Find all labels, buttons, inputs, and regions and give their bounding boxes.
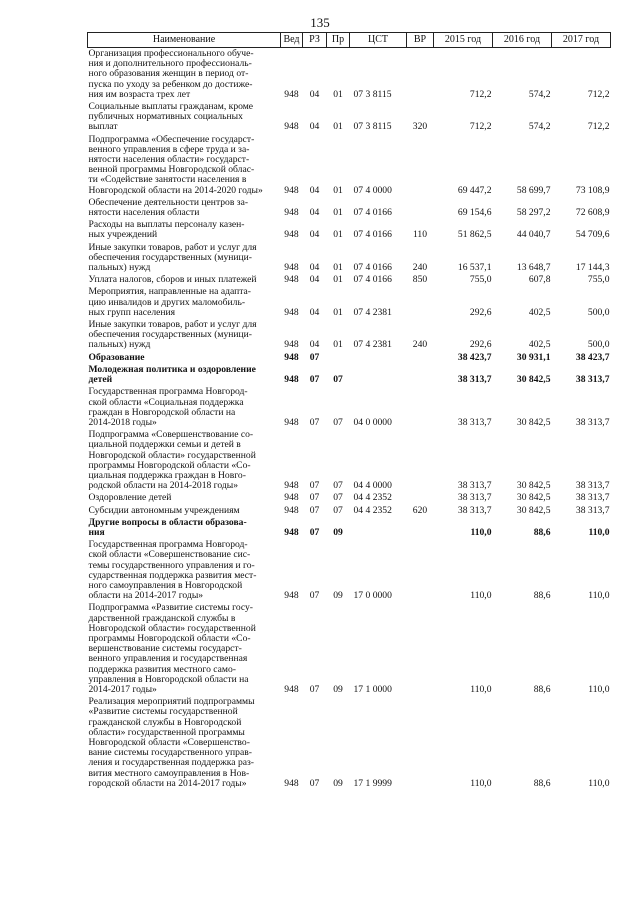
row-cst: 04 4 2352: [353, 492, 392, 504]
row-value-2017: 712,2: [587, 121, 610, 133]
row-rz: 04: [309, 207, 320, 219]
row-rz: 07: [309, 351, 320, 363]
row-value-2015: 292,6: [469, 306, 492, 318]
row-vr: [407, 386, 434, 429]
row-pr: 01: [333, 207, 343, 219]
row-value-2017: 712,2: [587, 88, 610, 100]
row-value-2015: 292,6: [469, 339, 492, 351]
header-pr: Пр: [327, 33, 350, 48]
row-rz: 04: [309, 274, 320, 286]
table-body: [88, 48, 611, 791]
row-value-2015: 69 447,2: [457, 184, 492, 196]
row-ved: 948: [284, 339, 299, 351]
row-cst: 17 0 0000: [353, 590, 392, 602]
row-value-2015: 38 313,7: [457, 416, 492, 428]
row-ved: 948: [284, 526, 299, 538]
row-value-2017: 54 709,6: [575, 229, 610, 241]
table-row: [88, 386, 611, 429]
row-pr: 01: [333, 274, 343, 286]
header-vr: ВР: [407, 33, 434, 48]
row-ved: 948: [284, 207, 299, 219]
row-vr: [407, 517, 434, 539]
row-rz: 04: [309, 262, 320, 274]
row-ved: 948: [284, 351, 299, 363]
row-name: Оздоровление детей: [88, 492, 172, 504]
row-cst: 04 4 2352: [353, 504, 392, 516]
row-value-2016: 30 842,5: [516, 374, 551, 386]
table-header: [88, 33, 611, 48]
row-value-2017: 38 313,7: [575, 504, 610, 516]
row-name: Государственная программа Новгород- ской области «Совершенствование сис- темы государственного управления и го- сударственная поддержка развития мест- ного самоуправления в Новгородской области на 2014-2017 годы»: [88, 539, 257, 602]
row-value-2017: 38 313,7: [575, 480, 610, 492]
row-value-2016: 58 297,2: [516, 207, 551, 219]
header-ved: Вед: [281, 33, 303, 48]
row-pr: 09: [333, 590, 343, 602]
row-value-2017: 38 423,7: [575, 351, 610, 363]
row-cst: 07 3 8115: [353, 121, 392, 133]
row-cst: 07 4 0166: [353, 262, 392, 274]
row-vr: [407, 602, 434, 696]
table-row: [88, 602, 611, 696]
row-pr: 07: [333, 416, 343, 428]
table-row: [88, 134, 611, 197]
row-value-2017: 38 313,7: [575, 374, 610, 386]
row-name: Мероприятия, направленные на адапта- цию инвалидов и других маломобиль- ных групп населения: [88, 286, 252, 318]
header-rz: РЗ: [303, 33, 327, 48]
row-ved: 948: [284, 480, 299, 492]
row-pr: 01: [333, 306, 343, 318]
row-pr: 01: [333, 229, 343, 241]
row-value-2016: 30 842,5: [516, 504, 551, 516]
row-rz: 04: [309, 184, 320, 196]
row-pr: 07: [333, 480, 343, 492]
table-row: [88, 352, 611, 364]
row-ved: 948: [284, 504, 299, 516]
table-row: [88, 101, 611, 134]
header-2015: 2015 год: [434, 33, 493, 48]
row-value-2016: 402,5: [528, 339, 551, 351]
row-value-2015: 38 423,7: [457, 351, 492, 363]
row-vr: [407, 492, 434, 504]
table-row: [88, 539, 611, 602]
row-rz: 07: [309, 480, 320, 492]
budget-table: [87, 32, 611, 790]
row-name: Уплата налогов, сборов и иных платежей: [88, 274, 257, 286]
row-name: Обеспечение деятельности центров за- нятости населения области: [88, 196, 249, 219]
row-vr: 110: [412, 229, 428, 241]
row-name: Молодежная политика и оздоровление детей: [88, 363, 256, 386]
row-pr: 01: [333, 184, 343, 196]
row-rz: 07: [309, 590, 320, 602]
row-name: Подпрограмма «Совершенствование со- циальной поддержки семьи и детей в Новгородской области» государственной программы Новгородской области «Со- циальная поддержка граждан в Новго- родской области на 2014-2018 годы»: [88, 429, 256, 492]
row-ved: 948: [284, 374, 299, 386]
row-pr: 07: [333, 504, 343, 516]
row-value-2016: 30 842,5: [516, 492, 551, 504]
row-value-2015: 38 313,7: [457, 492, 492, 504]
row-value-2017: 500,0: [587, 306, 610, 318]
row-name: Подпрограмма «Обеспечение государст- венного управления в сфере труда и за- нятости населения области» государст- венной программы Новгородской облас- ти «Содействие занятости населения в Новгородской области на 2014-2020 годы»: [88, 133, 263, 196]
row-name: Расходы на выплаты персоналу казен- ных учреждений: [88, 219, 245, 241]
row-pr: 07: [333, 374, 343, 386]
header-name: Наименование: [88, 33, 281, 48]
row-value-2016: 574,2: [528, 121, 551, 133]
row-vr: [407, 134, 434, 197]
row-value-2015: 110,0: [470, 590, 492, 602]
row-cst: 07 4 2381: [353, 339, 392, 351]
row-value-2015: 38 313,7: [457, 504, 492, 516]
row-value-2016: 13 648,7: [516, 262, 551, 274]
page-number: 135: [310, 15, 330, 30]
row-vr: [407, 364, 434, 386]
header-2017: 2017 год: [552, 33, 611, 48]
row-value-2015: 110,0: [470, 777, 492, 789]
row-rz: 04: [309, 306, 320, 318]
row-name: Подпрограмма «Развитие системы госу- дарственной гражданской службы в Новгородской области» государственной программы Новгородской области «Со- вершенствование системы государст- венного управления и государственная поддержка развития местного само- управления в Новгородской области на 2014-2017 годы»: [88, 602, 256, 695]
row-ved: 948: [284, 274, 299, 286]
row-rz: 07: [309, 416, 320, 428]
row-vr: [407, 286, 434, 319]
row-ved: 948: [284, 492, 299, 504]
row-vr: 620: [412, 504, 428, 516]
row-ved: 948: [284, 184, 299, 196]
row-pr: 09: [333, 526, 343, 538]
row-value-2017: 500,0: [587, 339, 610, 351]
row-value-2017: 110,0: [588, 526, 610, 538]
row-vr: [407, 696, 434, 790]
row-ved: 948: [284, 121, 299, 133]
row-ved: 948: [284, 262, 299, 274]
row-value-2017: 73 108,9: [575, 184, 610, 196]
row-rz: 07: [309, 683, 320, 695]
row-pr: 01: [333, 262, 343, 274]
row-value-2015: 51 862,5: [457, 229, 492, 241]
row-pr: 09: [333, 683, 343, 695]
row-value-2016: 30 842,5: [516, 480, 551, 492]
table-row: [88, 286, 611, 319]
row-vr: [407, 429, 434, 492]
row-value-2015: 712,2: [469, 121, 492, 133]
row-value-2016: 607,8: [528, 274, 551, 286]
row-value-2015: 110,0: [470, 683, 492, 695]
row-value-2017: 17 144,3: [575, 262, 610, 274]
table-row: [88, 219, 611, 241]
row-rz: 04: [309, 229, 320, 241]
row-name: Социальные выплаты гражданам, кроме публичных нормативных социальных выплат: [88, 101, 254, 133]
row-value-2017: 110,0: [588, 683, 610, 695]
row-vr: 850: [412, 274, 428, 286]
row-value-2016: 402,5: [528, 306, 551, 318]
row-value-2015: 712,2: [469, 88, 492, 100]
row-rz: 04: [309, 121, 320, 133]
table-row: [88, 274, 611, 286]
row-cst: 07 4 0166: [353, 274, 392, 286]
table-row: [88, 242, 611, 275]
row-name: Государственная программа Новгород- ской области «Социальная поддержка граждан в Новгородской области на 2014-2018 годы»: [88, 386, 248, 428]
table-row: [88, 48, 611, 102]
table-row: [88, 319, 611, 352]
row-ved: 948: [284, 683, 299, 695]
row-value-2016: 88,6: [533, 777, 551, 789]
row-pr: 07: [333, 492, 343, 504]
row-cst: 17 1 9999: [353, 777, 392, 789]
row-name: Организация профессионального обуче- ния и дополнительного профессиональ- ного образования женщин в период от- пуска по уходу за ребенком до достиже- ния им возраста трех лет: [88, 48, 254, 100]
row-pr: 01: [333, 121, 343, 133]
row-rz: 07: [309, 526, 320, 538]
row-cst: [350, 517, 407, 539]
row-cst: 07 4 2381: [353, 306, 392, 318]
row-value-2016: 88,6: [533, 590, 551, 602]
row-value-2017: 110,0: [588, 590, 610, 602]
row-vr: 240: [412, 339, 428, 351]
row-name: Субсидии автономным учреждениям: [88, 504, 240, 516]
header-cst: ЦСТ: [350, 33, 407, 48]
row-value-2016: 88,6: [533, 526, 551, 538]
row-rz: 07: [309, 777, 320, 789]
row-pr: 09: [333, 777, 343, 789]
row-value-2017: 72 608,9: [575, 207, 610, 219]
row-vr: 240: [412, 262, 428, 274]
row-ved: 948: [284, 416, 299, 428]
row-value-2017: 38 313,7: [575, 416, 610, 428]
row-ved: 948: [284, 306, 299, 318]
row-cst: 17 1 0000: [353, 683, 392, 695]
table-row: [88, 517, 611, 539]
row-cst: 07 3 8115: [353, 88, 392, 100]
row-cst: [350, 352, 407, 364]
row-value-2015: 110,0: [470, 526, 492, 538]
row-pr: [327, 352, 350, 364]
row-pr: 01: [333, 88, 343, 100]
row-vr: [407, 197, 434, 219]
row-name: Другие вопросы в области образова- ния: [88, 516, 247, 538]
row-pr: 01: [333, 339, 343, 351]
row-value-2017: 110,0: [588, 777, 610, 789]
row-value-2015: 755,0: [469, 274, 492, 286]
row-rz: 07: [309, 504, 320, 516]
table-row: [88, 197, 611, 219]
row-vr: [407, 352, 434, 364]
row-name: Образование: [88, 351, 145, 363]
row-value-2015: 16 537,1: [457, 262, 492, 274]
row-value-2016: 574,2: [528, 88, 551, 100]
row-value-2016: 44 040,7: [516, 229, 551, 241]
row-value-2016: 30 931,1: [516, 351, 551, 363]
row-ved: 948: [284, 590, 299, 602]
row-name: Иные закупки товаров, работ и услуг для обеспечения государственных (муници- пальных) нужд: [88, 241, 257, 274]
table-row: [88, 364, 611, 386]
table-row: [88, 696, 611, 790]
table-row: [88, 429, 611, 492]
row-cst: 07 4 0166: [353, 207, 392, 219]
row-vr: [407, 48, 434, 102]
row-value-2015: 69 154,6: [457, 207, 492, 219]
row-cst: 04 0 0000: [353, 416, 392, 428]
row-cst: [350, 364, 407, 386]
table-row: [88, 492, 611, 504]
row-cst: 07 4 0166: [353, 229, 392, 241]
row-value-2017: 38 313,7: [575, 492, 610, 504]
row-vr: 320: [412, 121, 428, 133]
row-ved: 948: [284, 88, 299, 100]
row-value-2017: 755,0: [587, 274, 610, 286]
table-row: [88, 505, 611, 517]
row-rz: 04: [309, 88, 320, 100]
row-ved: 948: [284, 229, 299, 241]
row-ved: 948: [284, 777, 299, 789]
header-2016: 2016 год: [493, 33, 552, 48]
row-value-2015: 38 313,7: [457, 480, 492, 492]
row-value-2016: 30 842,5: [516, 416, 551, 428]
row-rz: 04: [309, 339, 320, 351]
row-value-2016: 58 699,7: [516, 184, 551, 196]
row-cst: 07 4 0000: [353, 184, 392, 196]
row-rz: 07: [309, 492, 320, 504]
row-rz: 07: [309, 374, 320, 386]
row-cst: 04 4 0000: [353, 480, 392, 492]
row-vr: [407, 539, 434, 602]
row-name: Реализация мероприятий подпрограммы «Развитие системы государственной гражданской службы в Новгородской области» государственной программы Новгородской области «Совершенство- вание системы государственного управ- ления и государственная поддержка раз- вития местного самоуправления в Нов- городской области на 2014-2017 годы»: [88, 696, 255, 789]
row-value-2015: 38 313,7: [457, 374, 492, 386]
row-value-2016: 88,6: [533, 683, 551, 695]
row-name: Иные закупки товаров, работ и услуг для обеспечения государственных (муници- пальных) нужд: [88, 319, 257, 351]
